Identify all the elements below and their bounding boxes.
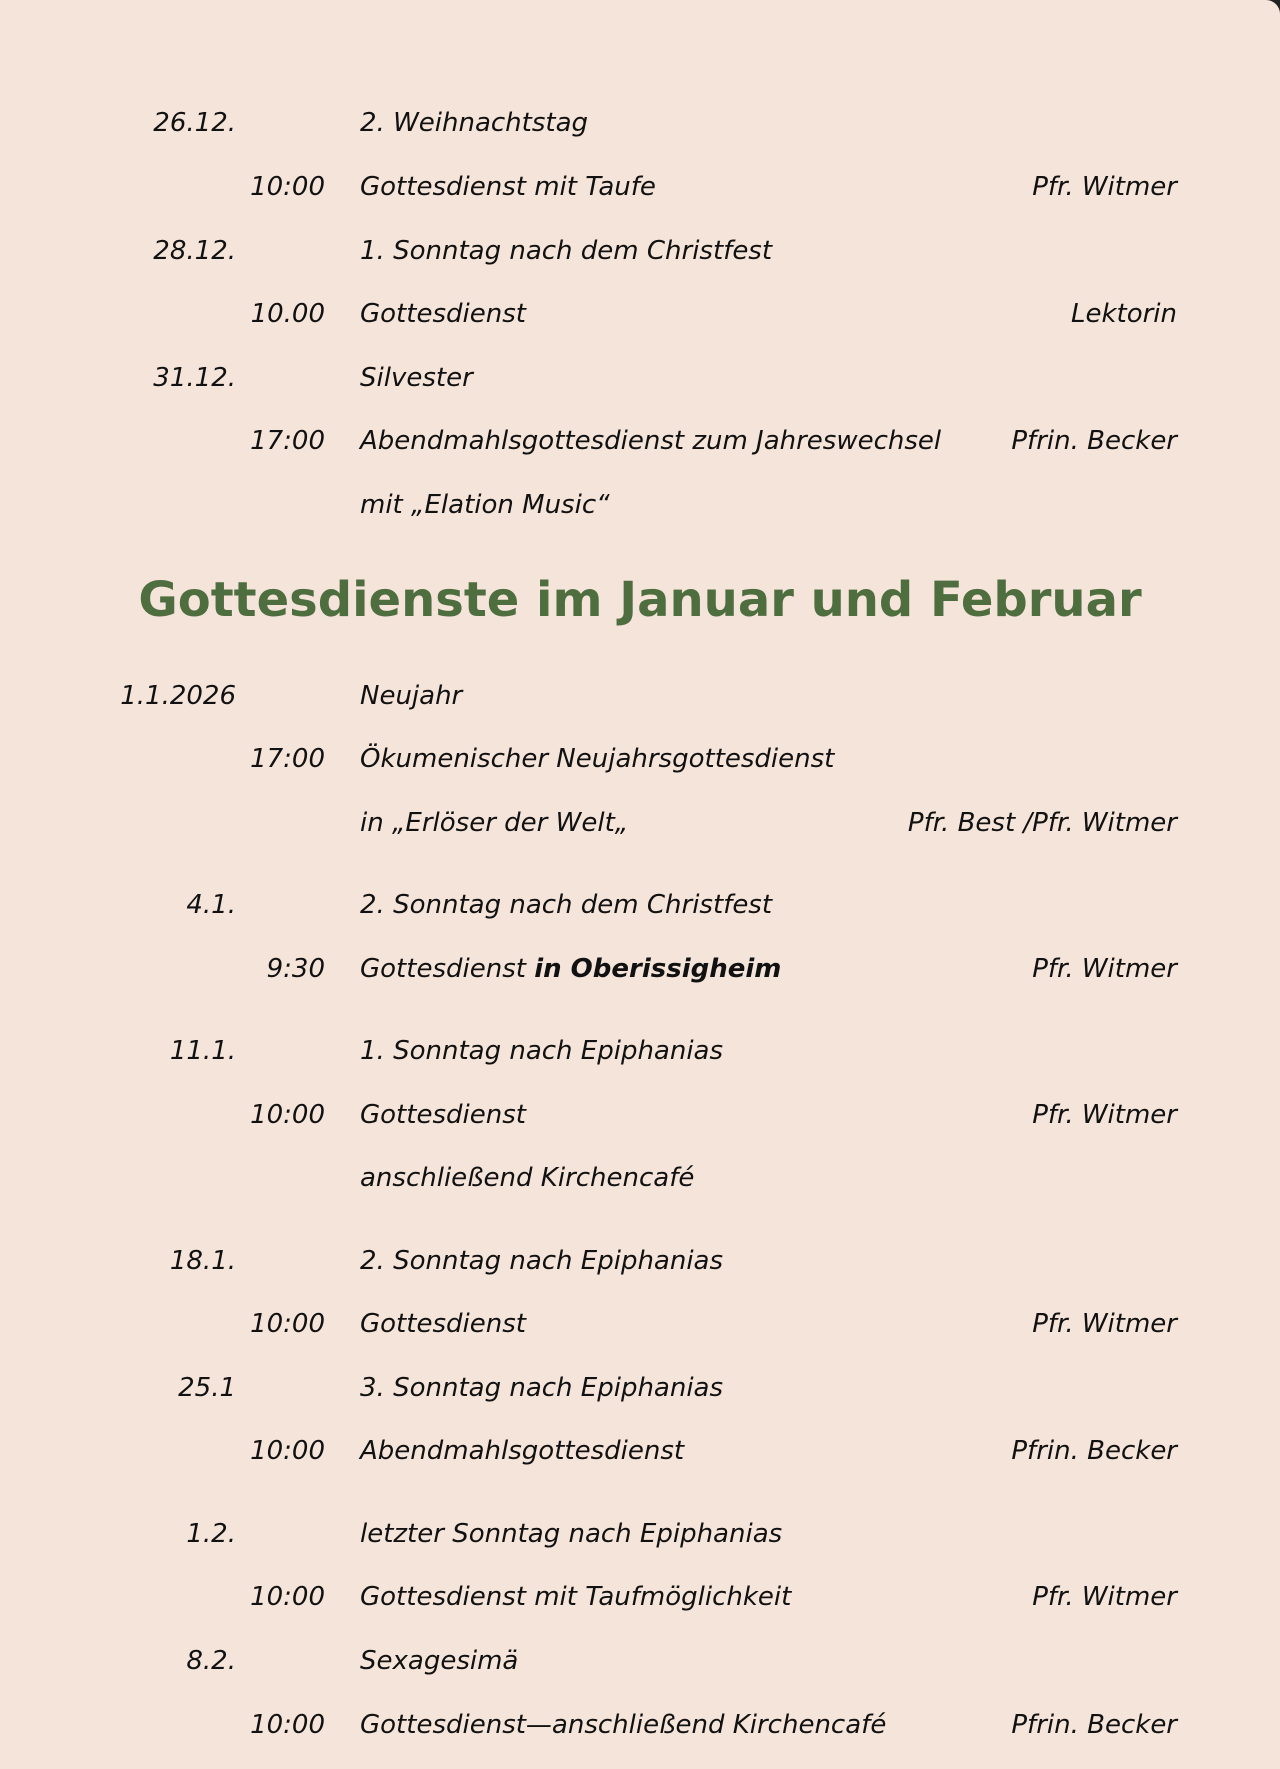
event-pastor: Pfr. Witmer — [1032, 172, 1177, 202]
event-description: Gottesdienst mit Taufmöglichkeit — [360, 1582, 792, 1612]
event-pastor: Pfrin. Becker — [1011, 1436, 1177, 1466]
event-time: 10.00 — [250, 299, 325, 329]
event-description: Gottesdienst — [360, 1309, 526, 1339]
date-11-1: 11.1. — [169, 1036, 236, 1066]
event-description: Abendmahlsgottesdienst zum Jahreswechsel — [360, 426, 942, 456]
date-4-1: 4.1. — [186, 890, 236, 920]
event-description-continued: mit „Elation Music“ — [360, 490, 610, 520]
event-description: Gottesdienst — [360, 299, 526, 329]
date-18-1: 18.1. — [169, 1246, 236, 1276]
date-28-12: 28.12. — [153, 236, 236, 266]
event-time: 17:00 — [250, 426, 325, 456]
event-title: Neujahr — [360, 681, 463, 711]
event-description-text: Gottesdienst — [360, 954, 535, 984]
date-25-1: 25.1 — [178, 1373, 236, 1403]
event-title: 1. Sonntag nach Epiphanias — [360, 1036, 724, 1066]
event-pastor: Pfr. Witmer — [1032, 1309, 1177, 1339]
event-description — [360, 952, 781, 986]
event-title: 1. Sonntag nach dem Christfest — [360, 236, 773, 266]
event-pastor: Pfr. Witmer — [1032, 1100, 1177, 1130]
date-1-1-2026: 1.1.2026 — [120, 681, 236, 711]
event-pastor: Pfr. Witmer — [1032, 954, 1177, 984]
date-8-2: 8.2. — [186, 1646, 236, 1676]
event-title: Sexagesimä — [360, 1646, 519, 1676]
event-description: Gottesdienst—anschließend Kirchencafé — [360, 1710, 887, 1740]
event-pastor: Pfrin. Becker — [1011, 1710, 1177, 1740]
event-time: 10:00 — [250, 172, 325, 202]
event-pastor: Lektorin — [1070, 299, 1177, 329]
event-time: 10:00 — [250, 1710, 325, 1740]
event-description: Ökumenischer Neujahrsgottesdienst — [360, 744, 835, 774]
event-time: 10:00 — [250, 1436, 325, 1466]
event-description: Gottesdienst mit Taufe — [360, 172, 656, 202]
event-description: Abendmahlsgottesdienst — [360, 1436, 685, 1466]
event-time: 10:00 — [250, 1100, 325, 1130]
event-title: 2. Weihnachtstag — [360, 108, 589, 138]
event-title: 2. Sonntag nach Epiphanias — [360, 1246, 724, 1276]
event-location-bold: in Oberissigheim — [534, 954, 782, 984]
event-description: Gottesdienst — [360, 1100, 526, 1130]
event-time: 10:00 — [250, 1309, 325, 1339]
event-pastor: Pfr. Best /Pfr. Witmer — [907, 808, 1177, 838]
event-title: Silvester — [360, 363, 473, 393]
event-pastor: Pfrin. Becker — [1011, 426, 1177, 456]
section-heading: Gottesdienste im Januar und Februar — [138, 572, 1142, 628]
event-title: letzter Sonntag nach Epiphanias — [360, 1519, 783, 1549]
date-26-12: 26.12. — [153, 108, 236, 138]
event-pastor: Pfr. Witmer — [1032, 1582, 1177, 1612]
date-31-12: 31.12. — [153, 363, 236, 393]
event-title: 3. Sonntag nach Epiphanias — [360, 1373, 724, 1403]
event-time: 10:00 — [250, 1582, 325, 1612]
event-title: 2. Sonntag nach dem Christfest — [360, 890, 773, 920]
event-time: 17:00 — [250, 744, 325, 774]
date-1-2: 1.2. — [186, 1519, 236, 1549]
event-description-continued: anschließend Kirchencafé — [360, 1163, 695, 1193]
event-location: in „Erlöser der Welt„ — [360, 808, 629, 838]
event-time: 9:30 — [266, 954, 325, 984]
